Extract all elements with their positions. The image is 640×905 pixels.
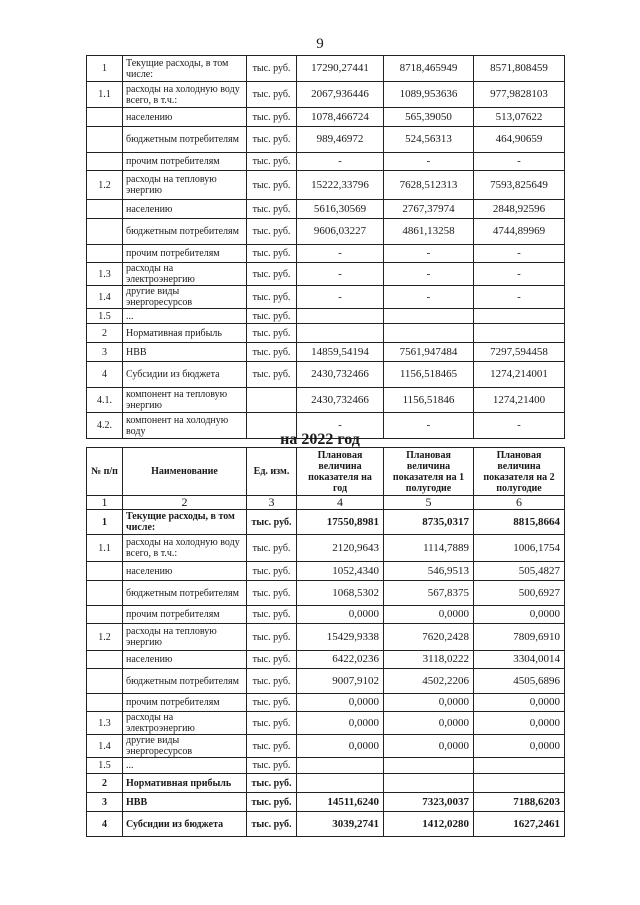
table-body xyxy=(87,56,565,439)
row-unit: тыс. руб. xyxy=(247,606,297,624)
row-unit: тыс. руб. xyxy=(247,171,297,200)
column-index: 6 xyxy=(474,496,565,510)
row-value: 5616,30569 xyxy=(297,200,384,219)
row-value: 1078,466724 xyxy=(297,108,384,127)
row-unit xyxy=(247,388,297,413)
row-value: 7323,0037 xyxy=(384,793,474,812)
row-unit: тыс. руб. xyxy=(247,793,297,812)
row-number: 1.1 xyxy=(87,535,123,562)
row-value: 0,0000 xyxy=(474,694,565,712)
header-unit: Ед. изм. xyxy=(247,448,297,496)
row-unit: тыс. руб. xyxy=(247,624,297,651)
row-name: ... xyxy=(123,758,247,774)
row-value: - xyxy=(474,153,565,171)
row-name: НВВ xyxy=(123,343,247,362)
row-unit: тыс. руб. xyxy=(247,309,297,324)
row-value: - xyxy=(384,245,474,263)
row-value xyxy=(474,309,565,324)
row-unit: тыс. руб. xyxy=(247,774,297,793)
row-name: другие виды энергоресурсов xyxy=(123,735,247,758)
row-unit: тыс. руб. xyxy=(247,712,297,735)
row-value: - xyxy=(297,413,384,439)
row-value: - xyxy=(297,153,384,171)
row-value: 8815,8664 xyxy=(474,510,565,535)
table-2021-continuation xyxy=(86,55,565,439)
table-row xyxy=(87,510,565,535)
table-row xyxy=(87,606,565,624)
row-unit: тыс. руб. xyxy=(247,758,297,774)
row-name: населению xyxy=(123,200,247,219)
row-unit: тыс. руб. xyxy=(247,510,297,535)
row-number xyxy=(87,581,123,606)
row-unit: тыс. руб. xyxy=(247,562,297,581)
row-unit: тыс. руб. xyxy=(247,362,297,388)
row-number xyxy=(87,694,123,712)
row-value: 0,0000 xyxy=(297,606,384,624)
row-name: НВВ xyxy=(123,793,247,812)
row-value: 7628,512313 xyxy=(384,171,474,200)
row-number xyxy=(87,606,123,624)
row-value xyxy=(384,309,474,324)
row-value xyxy=(474,324,565,343)
row-value: 505,4827 xyxy=(474,562,565,581)
row-name: населению xyxy=(123,651,247,669)
table-row xyxy=(87,82,565,108)
column-index: 3 xyxy=(247,496,297,510)
row-name: Нормативная прибыль xyxy=(123,324,247,343)
row-value: 4861,13258 xyxy=(384,219,474,245)
row-value: 989,46972 xyxy=(297,127,384,153)
table-row xyxy=(87,263,565,286)
row-value: 1274,214001 xyxy=(474,362,565,388)
row-value xyxy=(297,309,384,324)
table-row xyxy=(87,286,565,309)
table-body xyxy=(87,510,565,837)
row-value: 15222,33796 xyxy=(297,171,384,200)
row-value: 1089,953636 xyxy=(384,82,474,108)
row-value: 1006,1754 xyxy=(474,535,565,562)
row-value: 977,9828103 xyxy=(474,82,565,108)
row-unit: тыс. руб. xyxy=(247,581,297,606)
header-value-h1: Плановая величина показателя на 1 полугодие xyxy=(384,448,474,496)
row-number xyxy=(87,219,123,245)
row-value xyxy=(297,758,384,774)
row-value: - xyxy=(474,286,565,309)
row-value: 500,6927 xyxy=(474,581,565,606)
row-value xyxy=(297,324,384,343)
row-value: - xyxy=(474,245,565,263)
row-value: - xyxy=(297,245,384,263)
row-name: расходы на электроэнергию xyxy=(123,712,247,735)
table-row xyxy=(87,712,565,735)
row-value xyxy=(384,758,474,774)
row-value: 0,0000 xyxy=(297,694,384,712)
table-row xyxy=(87,562,565,581)
column-index-row xyxy=(87,496,565,510)
row-value: 1412,0280 xyxy=(384,812,474,837)
table-row xyxy=(87,362,565,388)
row-number xyxy=(87,562,123,581)
row-unit: тыс. руб. xyxy=(247,669,297,694)
row-number: 1.1 xyxy=(87,82,123,108)
row-unit: тыс. руб. xyxy=(247,694,297,712)
row-value: - xyxy=(384,263,474,286)
table-row xyxy=(87,245,565,263)
table-row xyxy=(87,535,565,562)
table-row xyxy=(87,581,565,606)
row-unit: тыс. руб. xyxy=(247,56,297,82)
column-index: 2 xyxy=(123,496,247,510)
table-row xyxy=(87,200,565,219)
row-value: 0,0000 xyxy=(384,735,474,758)
row-value: 2767,37974 xyxy=(384,200,474,219)
row-name: населению xyxy=(123,108,247,127)
row-name: расходы на тепловую энергию xyxy=(123,624,247,651)
row-unit: тыс. руб. xyxy=(247,108,297,127)
row-value: 7561,947484 xyxy=(384,343,474,362)
row-unit: тыс. руб. xyxy=(247,735,297,758)
row-value: - xyxy=(384,286,474,309)
row-name: прочим потребителям xyxy=(123,153,247,171)
row-value: 464,90659 xyxy=(474,127,565,153)
row-name: Текущие расходы, в том числе: xyxy=(123,510,247,535)
row-value: 0,0000 xyxy=(474,735,565,758)
row-value: - xyxy=(384,413,474,439)
header-name: Наименование xyxy=(123,448,247,496)
table-row xyxy=(87,309,565,324)
row-value: 7188,6203 xyxy=(474,793,565,812)
table-row xyxy=(87,774,565,793)
row-value: - xyxy=(384,153,474,171)
row-value: - xyxy=(474,413,565,439)
row-value: 1114,7889 xyxy=(384,535,474,562)
row-name: прочим потребителям xyxy=(123,245,247,263)
table-row xyxy=(87,108,565,127)
row-value xyxy=(384,324,474,343)
row-number: 3 xyxy=(87,343,123,362)
header-value-h2: Плановая величина показателя на 2 полугодие xyxy=(474,448,565,496)
row-value: 0,0000 xyxy=(474,712,565,735)
row-number xyxy=(87,153,123,171)
table-row xyxy=(87,388,565,413)
table-header xyxy=(87,448,565,510)
table-row xyxy=(87,171,565,200)
row-name: Субсидии из бюджета xyxy=(123,362,247,388)
row-value: 0,0000 xyxy=(297,735,384,758)
row-number: 1.2 xyxy=(87,624,123,651)
row-number: 4.2. xyxy=(87,413,123,439)
row-value: 4505,6896 xyxy=(474,669,565,694)
row-unit: тыс. руб. xyxy=(247,343,297,362)
row-value: 4744,89969 xyxy=(474,219,565,245)
row-number: 1.4 xyxy=(87,286,123,309)
row-value: 0,0000 xyxy=(297,712,384,735)
row-value: 1052,4340 xyxy=(297,562,384,581)
row-name: бюджетным потребителям xyxy=(123,581,247,606)
row-value: 17550,8981 xyxy=(297,510,384,535)
page-number: 9 xyxy=(316,36,324,52)
row-name: компонент на холодную воду xyxy=(123,413,247,439)
row-number: 2 xyxy=(87,774,123,793)
row-value: 8718,465949 xyxy=(384,56,474,82)
row-number: 1.3 xyxy=(87,712,123,735)
row-value xyxy=(384,774,474,793)
row-unit: тыс. руб. xyxy=(247,263,297,286)
row-number xyxy=(87,245,123,263)
row-number: 1.5 xyxy=(87,309,123,324)
row-number: 1.3 xyxy=(87,263,123,286)
row-name: другие виды энергоресурсов xyxy=(123,286,247,309)
row-unit: тыс. руб. xyxy=(247,127,297,153)
table-row xyxy=(87,669,565,694)
table-row xyxy=(87,793,565,812)
row-value: 2430,732466 xyxy=(297,362,384,388)
row-value: 2430,732466 xyxy=(297,388,384,413)
row-value: 8735,0317 xyxy=(384,510,474,535)
table-row xyxy=(87,735,565,758)
row-name: Субсидии из бюджета xyxy=(123,812,247,837)
row-name: Текущие расходы, в том числе: xyxy=(123,56,247,82)
table-row xyxy=(87,153,565,171)
row-value: 1156,51846 xyxy=(384,388,474,413)
table-row xyxy=(87,812,565,837)
row-value: 1156,518465 xyxy=(384,362,474,388)
row-unit: тыс. руб. xyxy=(247,82,297,108)
row-value xyxy=(474,774,565,793)
row-value: 7297,594458 xyxy=(474,343,565,362)
header-num: № п/п xyxy=(87,448,123,496)
row-number: 4 xyxy=(87,812,123,837)
row-unit: тыс. руб. xyxy=(247,153,297,171)
row-value: 0,0000 xyxy=(384,694,474,712)
column-index: 4 xyxy=(297,496,384,510)
row-number: 1.4 xyxy=(87,735,123,758)
row-value: 1274,21400 xyxy=(474,388,565,413)
row-value: 3118,0222 xyxy=(384,651,474,669)
row-unit: тыс. руб. xyxy=(247,651,297,669)
row-number: 1.5 xyxy=(87,758,123,774)
table-row xyxy=(87,219,565,245)
row-value: 2848,92596 xyxy=(474,200,565,219)
table-row xyxy=(87,758,565,774)
row-name: прочим потребителям xyxy=(123,694,247,712)
row-number: 2 xyxy=(87,324,123,343)
row-name: расходы на холодную воду всего, в т.ч.: xyxy=(123,535,247,562)
row-unit: тыс. руб. xyxy=(247,324,297,343)
row-value: 9606,03227 xyxy=(297,219,384,245)
row-value: 3039,2741 xyxy=(297,812,384,837)
table-row xyxy=(87,651,565,669)
row-value: 14511,6240 xyxy=(297,793,384,812)
row-name: Нормативная прибыль xyxy=(123,774,247,793)
row-unit: тыс. руб. xyxy=(247,812,297,837)
table-row xyxy=(87,324,565,343)
row-value: 2067,936446 xyxy=(297,82,384,108)
table-2022 xyxy=(86,447,565,837)
row-value: 567,8375 xyxy=(384,581,474,606)
row-number xyxy=(87,669,123,694)
row-value: 7593,825649 xyxy=(474,171,565,200)
table-row xyxy=(87,56,565,82)
column-index: 1 xyxy=(87,496,123,510)
column-index: 5 xyxy=(384,496,474,510)
row-value: - xyxy=(297,286,384,309)
row-value: 0,0000 xyxy=(384,606,474,624)
row-number xyxy=(87,651,123,669)
row-value: 4502,2206 xyxy=(384,669,474,694)
row-name: бюджетным потребителям xyxy=(123,669,247,694)
row-name: ... xyxy=(123,309,247,324)
row-value: 565,39050 xyxy=(384,108,474,127)
row-value: 7809,6910 xyxy=(474,624,565,651)
row-number xyxy=(87,108,123,127)
row-number: 4 xyxy=(87,362,123,388)
table-row xyxy=(87,624,565,651)
row-number xyxy=(87,127,123,153)
row-name: расходы на тепловую энергию xyxy=(123,171,247,200)
row-value: 9007,9102 xyxy=(297,669,384,694)
row-value xyxy=(297,774,384,793)
table-row xyxy=(87,343,565,362)
row-value: 6422,0236 xyxy=(297,651,384,669)
row-number: 4.1. xyxy=(87,388,123,413)
row-unit: тыс. руб. xyxy=(247,200,297,219)
table-row xyxy=(87,694,565,712)
row-value: 0,0000 xyxy=(384,712,474,735)
row-value: - xyxy=(297,263,384,286)
row-value: 8571,808459 xyxy=(474,56,565,82)
row-number: 1 xyxy=(87,56,123,82)
row-value: 2120,9643 xyxy=(297,535,384,562)
row-value: 524,56313 xyxy=(384,127,474,153)
row-name: прочим потребителям xyxy=(123,606,247,624)
header-value-year: Плановая величина показателя на год xyxy=(297,448,384,496)
row-name: населению xyxy=(123,562,247,581)
row-value: 15429,9338 xyxy=(297,624,384,651)
row-number: 1.2 xyxy=(87,171,123,200)
row-number: 3 xyxy=(87,793,123,812)
table-row xyxy=(87,127,565,153)
row-name: расходы на холодную воду всего, в т.ч.: xyxy=(123,82,247,108)
row-value: - xyxy=(474,263,565,286)
row-value: 17290,27441 xyxy=(297,56,384,82)
row-value: 14859,54194 xyxy=(297,343,384,362)
row-unit: тыс. руб. xyxy=(247,535,297,562)
row-value: 0,0000 xyxy=(474,606,565,624)
row-number xyxy=(87,200,123,219)
year-title: на 2022 год xyxy=(280,431,360,448)
row-name: бюджетным потребителям xyxy=(123,219,247,245)
row-unit: тыс. руб. xyxy=(247,219,297,245)
row-name: компонент на тепловую энергию xyxy=(123,388,247,413)
row-unit: тыс. руб. xyxy=(247,286,297,309)
row-value: 1068,5302 xyxy=(297,581,384,606)
row-value: 513,07622 xyxy=(474,108,565,127)
row-unit: тыс. руб. xyxy=(247,245,297,263)
row-value xyxy=(474,758,565,774)
row-number: 1 xyxy=(87,510,123,535)
row-value: 546,9513 xyxy=(384,562,474,581)
row-value: 1627,2461 xyxy=(474,812,565,837)
row-name: расходы на электроэнергию xyxy=(123,263,247,286)
row-name: бюджетным потребителям xyxy=(123,127,247,153)
row-value: 3304,0014 xyxy=(474,651,565,669)
row-value: 7620,2428 xyxy=(384,624,474,651)
